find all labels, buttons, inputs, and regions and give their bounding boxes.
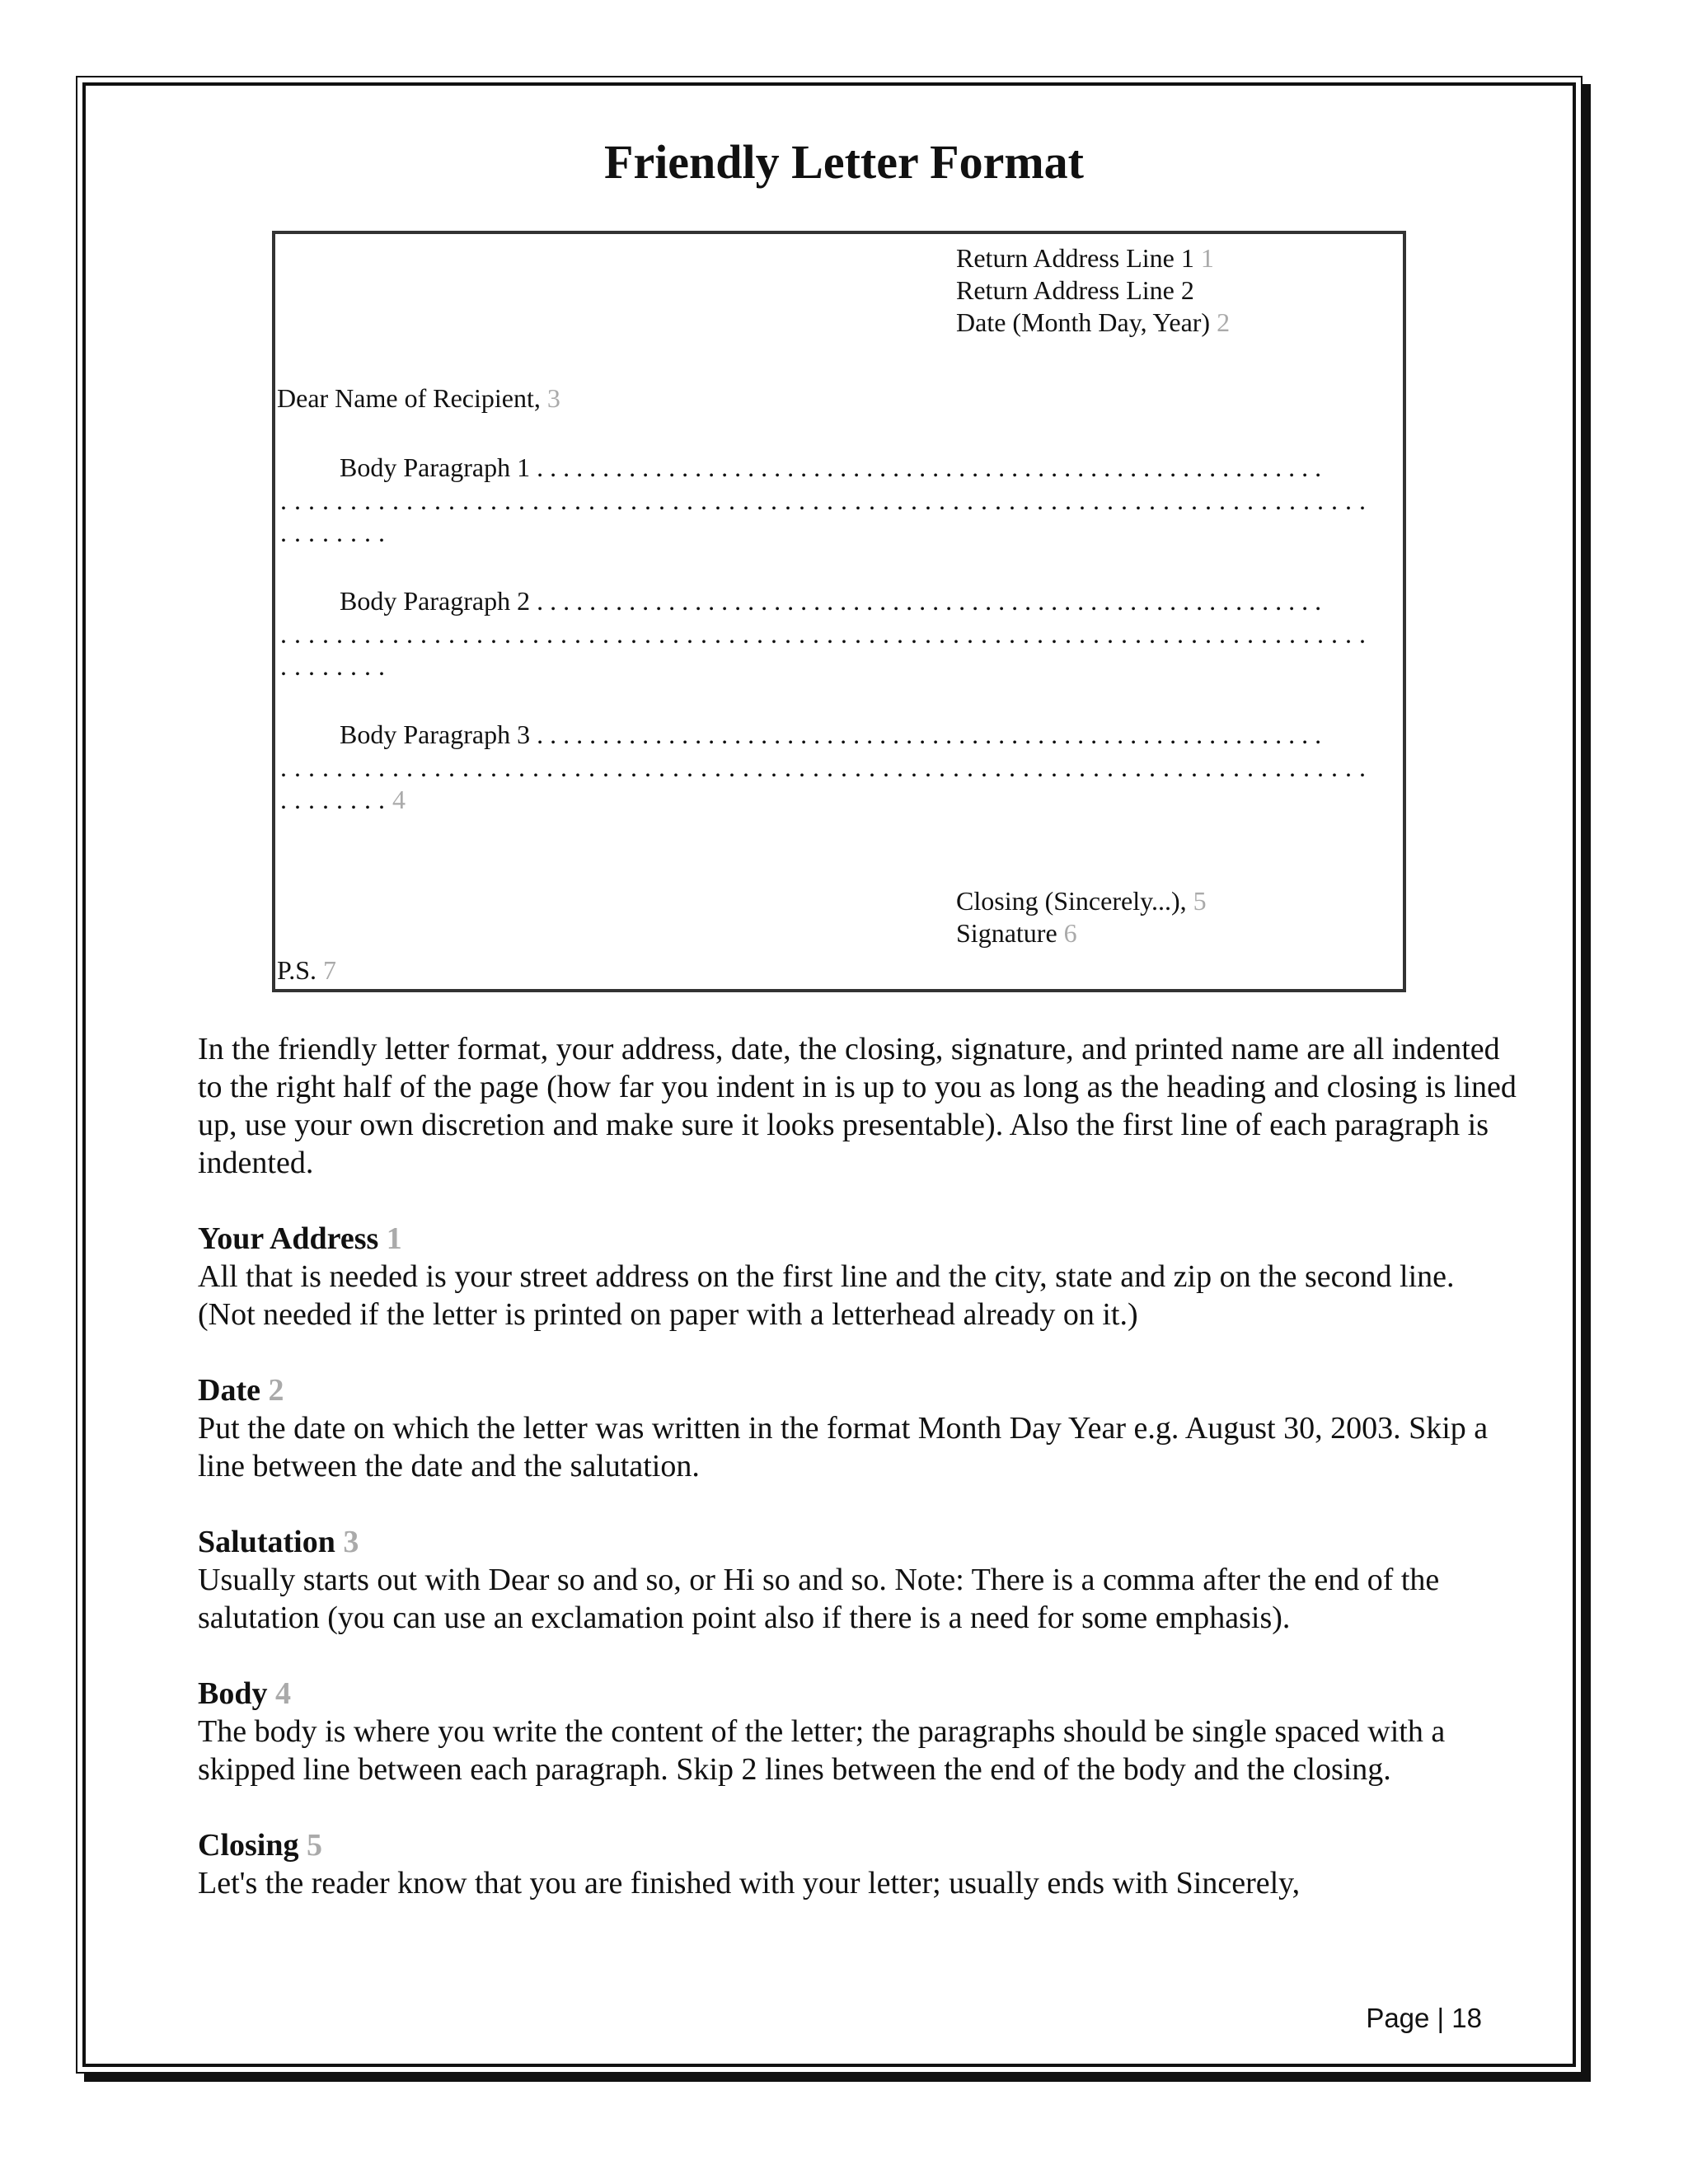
dot-leader: . . . . . . . . . . . . . . . . . . . . . . . . . . . . . . . . . . . . . . . . . . . . . . . . . . . . . . . . . . . . [530, 719, 1322, 749]
dot-line: . . . . . . . . . . . . . . . . . . . . . . . . . . . . . . . . . . . . . . . . . . . . . . . . . . . . . . . . . . . . . . . . . . . . . . . . . . . . . . [280, 752, 1367, 782]
section-text: The body is where you write the content of the letter; the paragraphs should be single spaced with a skipped line between each paragraph. Skip 2 lines between the end of the body and the closing. [198, 1714, 1446, 1787]
section-your-address [198, 1220, 1517, 1333]
explanation [198, 1030, 1517, 1940]
section-heading: Body [198, 1676, 268, 1711]
section-heading: Salutation [198, 1525, 335, 1559]
marker-3: 3 [546, 383, 560, 413]
section-marker: 5 [306, 1828, 322, 1863]
letter-sample [272, 231, 1406, 992]
section-heading: Date [198, 1373, 260, 1408]
section-heading: Your Address [198, 1221, 379, 1256]
section-text: Put the date on which the letter was written in the format Month Day Year e.g. August 30, 2003. Skip a line between the date and the salutation. [198, 1411, 1489, 1483]
marker-1: 1 [1200, 243, 1214, 273]
section-closing [198, 1826, 1517, 1902]
dot-leader: . . . . . . . . . . . . . . . . . . . . . . . . . . . . . . . . . . . . . . . . . . . . . . . . . . . . . . . . . . . . [530, 586, 1322, 616]
page-number: Page | 18 [1366, 2003, 1482, 2033]
section-marker: 1 [386, 1221, 402, 1256]
letter-greeting: Dear Name of Recipient, 3 [277, 383, 560, 413]
page-title: Friendly Letter Format [604, 135, 1084, 189]
dot-line: . . . . . . . . [280, 651, 386, 681]
letter-ps: P.S. 7 [277, 955, 337, 985]
letter-date: Date (Month Day, Year) 2 [956, 307, 1231, 337]
section-text: All that is needed is your street address on the first line and the city, state and zip on the second line. (Not needed if the letter is printed on paper with a letterhead already on it.) [198, 1259, 1455, 1332]
return-address-line-2: Return Address Line 2 [956, 275, 1194, 305]
letter-closing: Closing (Sincerely...), 5 [956, 886, 1207, 916]
dot-leader: . . . . . . . . . . . . . . . . . . . . . . . . . . . . . . . . . . . . . . . . . . . . . . . . . . . . . . . . . . . . [530, 452, 1322, 482]
letter-signature: Signature 6 [956, 918, 1077, 948]
body-paragraph-1: Body Paragraph 1 . . . . . . . . . . . . . . . . . . . . . . . . . . . . . . . . . . . . . . . . . . . . . . . . . . . . . . . . . . . . [340, 452, 1322, 482]
marker-6: 6 [1063, 918, 1077, 948]
marker-4: 4 [392, 785, 406, 814]
marker-5: 5 [1193, 886, 1207, 916]
dot-line: . . . . . . . . . . . . . . . . . . . . . . . . . . . . . . . . . . . . . . . . . . . . . . . . . . . . . . . . . . . . . . . . . . . . . . . . . . . . . . [280, 619, 1367, 649]
section-marker: 3 [343, 1525, 359, 1559]
return-address-line-1: Return Address Line 1 1 [956, 243, 1214, 273]
section-text: Usually starts out with Dear so and so, or Hi so and so. Note: There is a comma after the end of the salutation (you can use an exclamation point also if there is a need for some emphasis). [198, 1563, 1440, 1635]
section-body [198, 1675, 1517, 1788]
dot-line: . . . . . . . . 4 [280, 785, 406, 814]
section-text: Let's the reader know that you are finished with your letter; usually ends with Sincerely, [198, 1866, 1301, 1900]
intro-paragraph: In the friendly letter format, your address, date, the closing, signature, and printed name are all indented to the right half of the page (how far you indent in is up to you as long as the heading and closing is lined up, use your own discretion and make sure it looks presentable). Also the first line of each paragraph is indented. [198, 1032, 1517, 1180]
body-paragraph-2: Body Paragraph 2 . . . . . . . . . . . . . . . . . . . . . . . . . . . . . . . . . . . . . . . . . . . . . . . . . . . . . . . . . . . . [340, 586, 1322, 616]
marker-7: 7 [323, 955, 337, 985]
section-marker: 2 [268, 1373, 284, 1408]
dot-line: . . . . . . . . [280, 518, 386, 547]
section-salutation [198, 1523, 1517, 1637]
marker-2: 2 [1217, 307, 1231, 337]
body-paragraph-3: Body Paragraph 3 . . . . . . . . . . . . . . . . . . . . . . . . . . . . . . . . . . . . . . . . . . . . . . . . . . . . . . . . . . . . [340, 719, 1322, 749]
section-marker: 4 [274, 1676, 291, 1711]
section-heading: Closing [198, 1828, 299, 1863]
dot-line: . . . . . . . . . . . . . . . . . . . . . . . . . . . . . . . . . . . . . . . . . . . . . . . . . . . . . . . . . . . . . . . . . . . . . . . . . . . . . . [280, 485, 1367, 515]
section-date [198, 1371, 1517, 1485]
